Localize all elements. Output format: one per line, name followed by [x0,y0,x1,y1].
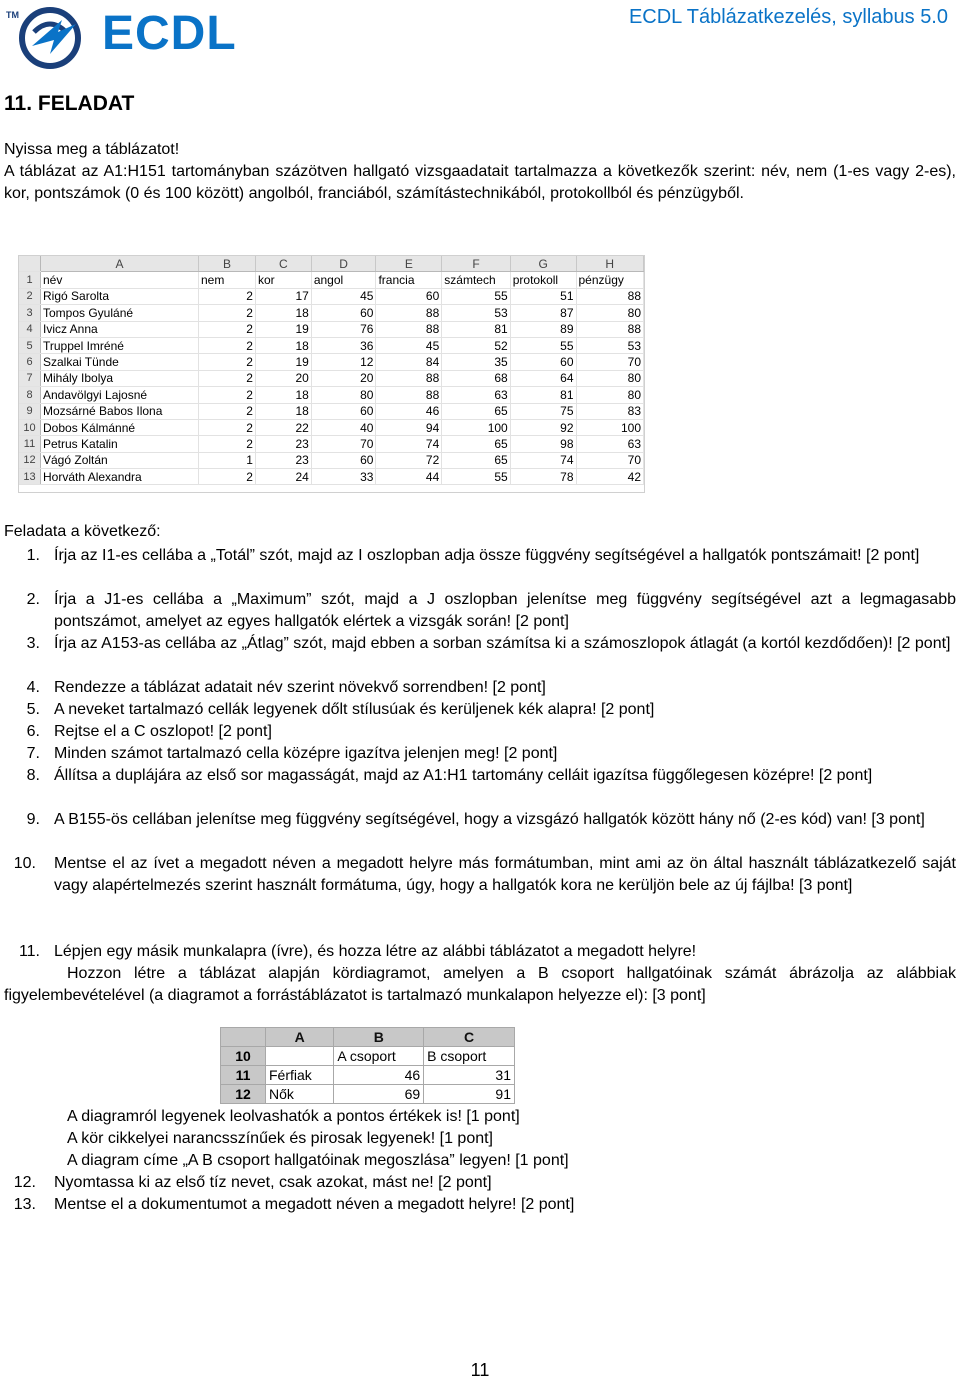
table-row [19,305,644,321]
value-cell: 81 [510,387,576,403]
task-text: Írja a J1-es cellába a „Maximum” szót, majd a J oszlopban jelenítse meg függvény segítségével azt a legmagasabb pontszámot, amelyet az egyes hallgatók elértek a vizsgák során! [2 pont] [54,591,956,630]
value-cell: 2 [198,469,255,485]
value-cell: 17 [255,288,311,304]
task-number: 4. [26,679,40,696]
task-text: Lépjen egy másik munkalapra (ívre), és hozza létre az alábbi táblázatot a megadott helyre! [54,943,697,960]
value-cell: 18 [255,305,311,321]
value-cell: 88 [376,321,442,337]
column-header: H [576,256,644,272]
row-number: 2 [19,288,41,304]
value-cell: B csoport [424,1047,515,1066]
category-cell: Nők [266,1085,334,1104]
value-cell: 20 [311,370,376,386]
intro-description: A táblázat az A1:H151 tartományban százötven hallgató vizsgaadatait tartalmazza a következők szerint: név, nem (1-es vagy 2-es), kor, pontszámok (0 és 100 között) angolból, franciából, számítástechnikából, protokollból és pénzügyből. [4,163,956,202]
task-number: 8. [26,767,40,784]
value-cell: 60 [311,452,376,468]
value-cell: 65 [442,436,510,452]
spreadsheet-image [18,255,645,493]
value-cell: 51 [510,288,576,304]
table-row [221,1066,515,1085]
row-number: 12 [19,452,41,468]
table-row [19,452,644,468]
task11-description: Hozzon létre a táblázat alapján kördiagramot, amelyen a B csoport hallgatóinak számát ábrázolja az alábbiak figyelembevételével (a diagramot a forrástáblázatot is tartalmazó munkalapon helyezze el): [3 pont] [4,965,956,1004]
value-cell: 70 [576,452,644,468]
row-number: 1 [19,272,41,288]
value-cell: 74 [376,436,442,452]
intro-open: Nyissa meg a táblázatot! [4,141,180,158]
name-cell: Vágó Zoltán [41,452,199,468]
name-cell: Mihály Ibolya [41,370,199,386]
table-row [19,436,644,452]
value-cell: 91 [424,1085,515,1104]
value-cell: 70 [311,436,376,452]
value-cell: 31 [424,1066,515,1085]
group-table [220,1027,515,1104]
value-cell: 46 [376,403,442,419]
task-number: 9. [26,811,40,828]
column-header: B [198,256,255,272]
value-cell: 2 [198,436,255,452]
row-number: 13 [19,469,41,485]
spreadsheet-table [19,256,644,485]
value-cell: 45 [376,337,442,353]
task-text: Mentse el a dokumentumot a megadott néven a megadott helyre! [2 pont] [54,1196,575,1213]
value-cell: 55 [442,288,510,304]
value-cell: 60 [311,305,376,321]
value-cell: 88 [576,321,644,337]
value-cell: 63 [576,436,644,452]
value-cell: 94 [376,419,442,435]
category-cell [266,1047,334,1066]
group-table-image [220,1027,515,1107]
header-cell: pénzügy [576,272,644,288]
column-header: C [255,256,311,272]
row-number: 4 [19,321,41,337]
task-number: 12. [13,1174,36,1191]
task-text: Állítsa a duplájára az első sor magasságát, majd az A1:H1 tartomány celláit igazítsa függőlegesen középre! [2 pont] [54,767,873,784]
value-cell: 18 [255,387,311,403]
value-cell: 78 [510,469,576,485]
value-cell: 81 [442,321,510,337]
task11-requirement: A diagram címe „A B csoport hallgatóinak megoszlása” legyen! [1 pont] [67,1152,569,1169]
value-cell: 76 [311,321,376,337]
value-cell: 88 [376,387,442,403]
value-cell: 2 [198,321,255,337]
table-row [19,354,644,370]
value-cell: 2 [198,288,255,304]
value-cell: 2 [198,354,255,370]
task-text: A B155-ös cellában jelenítse meg függvény segítségével, hogy a vizsgázó hallgatók között hány nő (2-es kód) van! [3 pont] [54,811,925,828]
table-row [19,337,644,353]
value-cell: 2 [198,419,255,435]
row-number: 3 [19,305,41,321]
value-cell: 68 [442,370,510,386]
value-cell: 18 [255,403,311,419]
value-cell: 2 [198,337,255,353]
value-cell: 18 [255,337,311,353]
ecdl-logo [4,2,237,70]
value-cell: 63 [442,387,510,403]
task-number: 7. [26,745,40,762]
value-cell: 100 [442,419,510,435]
value-cell: 98 [510,436,576,452]
corner-cell [221,1028,266,1047]
table-row [19,321,644,337]
value-cell: 12 [311,354,376,370]
header-cell: kor [255,272,311,288]
task-text: Rejtse el a C oszlopot! [2 pont] [54,723,272,740]
value-cell: 100 [576,419,644,435]
syllabus-title: ECDL Táblázatkezelés, syllabus 5.0 [628,6,948,28]
column-header: B [334,1028,424,1047]
header-cell: angol [311,272,376,288]
name-cell: Dobos Kálmánné [41,419,199,435]
value-cell: 80 [576,305,644,321]
value-cell: 22 [255,419,311,435]
header-cell: számtech [442,272,510,288]
tasks-heading: Feladata a következő: [4,523,161,540]
value-cell: 40 [311,419,376,435]
value-cell: 46 [334,1066,424,1085]
task-text: A neveket tartalmazó cellák legyenek dőlt stílusúak és kerüljenek kék alapra! [2 pont] [54,701,655,718]
header-cell: név [41,272,199,288]
name-cell: Rigó Sarolta [41,288,199,304]
value-cell: 33 [311,469,376,485]
value-cell: 88 [376,370,442,386]
value-cell: 19 [255,321,311,337]
row-number: 7 [19,370,41,386]
value-cell: 36 [311,337,376,353]
value-cell: 35 [442,354,510,370]
page-number: 11 [470,1360,490,1380]
table-row [19,403,644,419]
value-cell: 92 [510,419,576,435]
name-cell: Petrus Katalin [41,436,199,452]
value-cell: 65 [442,403,510,419]
value-cell: 80 [576,370,644,386]
value-cell: 60 [510,354,576,370]
value-cell: 53 [442,305,510,321]
column-header: E [376,256,442,272]
value-cell: 80 [576,387,644,403]
task-text: Mentse el az ívet a megadott néven a megadott helyre más formátumban, mint ami az ön által használt táblázatkezelő saját vagy alapértelmezés szerint használt formátuma, úgy, hogy a hallgatók kora ne kerüljön bele az új fájlba! [3 pont] [54,855,956,894]
value-cell: 44 [376,469,442,485]
name-cell: Truppel Imréné [41,337,199,353]
row-number: 6 [19,354,41,370]
value-cell: 88 [376,305,442,321]
task-number: 10. [13,855,36,872]
value-cell: 60 [311,403,376,419]
corner-cell [19,256,41,272]
row-number: 11 [19,436,41,452]
task-number: 3. [26,635,40,652]
table-row [221,1047,515,1066]
value-cell: 2 [198,370,255,386]
column-header: D [311,256,376,272]
row-number: 10 [221,1047,266,1066]
value-cell: 60 [376,288,442,304]
value-cell: 83 [576,403,644,419]
value-cell: 80 [311,387,376,403]
task-number: 11. [18,943,40,960]
value-cell: 2 [198,387,255,403]
value-cell: 52 [442,337,510,353]
task-text: Minden számot tartalmazó cella középre igazítva jelenjen meg! [2 pont] [54,745,558,762]
task-number: 1. [26,547,40,564]
table-row [19,288,644,304]
value-cell: 2 [198,403,255,419]
column-header: A [41,256,199,272]
value-cell: 70 [576,354,644,370]
task11-requirement: A diagramról legyenek leolvashatók a pontos értékek is! [1 pont] [67,1108,520,1125]
name-cell: Mozsárné Babos Ilona [41,403,199,419]
value-cell: 2 [198,305,255,321]
value-cell: 65 [442,452,510,468]
logo-text: ECDL [102,7,237,60]
value-cell: 87 [510,305,576,321]
task-number: 2. [26,591,40,608]
value-cell: 19 [255,354,311,370]
value-cell: 24 [255,469,311,485]
task-number: 6. [26,723,40,740]
value-cell: 75 [510,403,576,419]
value-cell: 64 [510,370,576,386]
table-row [221,1085,515,1104]
value-cell: A csoport [334,1047,424,1066]
exercise-title: 11. FELADAT [4,92,135,115]
value-cell: 42 [576,469,644,485]
column-header: A [266,1028,334,1047]
value-cell: 88 [576,288,644,304]
row-number: 10 [19,419,41,435]
table-row [19,419,644,435]
value-cell: 23 [255,436,311,452]
table-row [19,370,644,386]
header-cell: protokoll [510,272,576,288]
value-cell: 74 [510,452,576,468]
column-header: G [510,256,576,272]
value-cell: 20 [255,370,311,386]
column-header: C [424,1028,515,1047]
value-cell: 55 [442,469,510,485]
row-number: 5 [19,337,41,353]
row-number: 9 [19,403,41,419]
task-text: Nyomtassa ki az első tíz nevet, csak azokat, mást ne! [2 pont] [54,1174,492,1191]
row-number: 11 [221,1066,266,1085]
value-cell: 69 [334,1085,424,1104]
header-cell: nem [198,272,255,288]
value-cell: 55 [510,337,576,353]
task-number: 13. [13,1196,36,1213]
category-cell: Férfiak [266,1066,334,1085]
task-text: Írja az I1-es cellába a „Totál” szót, majd az I oszlopban adja össze függvény segítségével a hallgatók pontszámait! [2 pont] [54,547,920,564]
task-text: Írja az A153-as cellába az „Átlag” szót, majd ebben a sorban számítsa ki a számoszlopok átlagát (a kortól kezdődően)! [2 pont] [54,635,951,652]
table-row [19,387,644,403]
column-header: F [442,256,510,272]
table-row [19,469,644,485]
task-text: Rendezze a táblázat adatait név szerint növekvő sorrendben! [2 pont] [54,679,546,696]
name-cell: Andavölgyi Lajosné [41,387,199,403]
name-cell: Tompos Gyuláné [41,305,199,321]
value-cell: 1 [198,452,255,468]
row-number: 8 [19,387,41,403]
task11-requirement: A kör cikkelyei narancsszínűek és pirosak legyenek! [1 pont] [67,1130,493,1147]
header-cell: francia [376,272,442,288]
name-cell: Szalkai Tünde [41,354,199,370]
value-cell: 23 [255,452,311,468]
name-cell: Horváth Alexandra [41,469,199,485]
value-cell: 53 [576,337,644,353]
value-cell: 45 [311,288,376,304]
value-cell: 84 [376,354,442,370]
logo-trademark: TM [6,10,19,20]
value-cell: 72 [376,452,442,468]
name-cell: Ivicz Anna [41,321,199,337]
task-number: 5. [26,701,40,718]
row-number: 12 [221,1085,266,1104]
value-cell: 89 [510,321,576,337]
